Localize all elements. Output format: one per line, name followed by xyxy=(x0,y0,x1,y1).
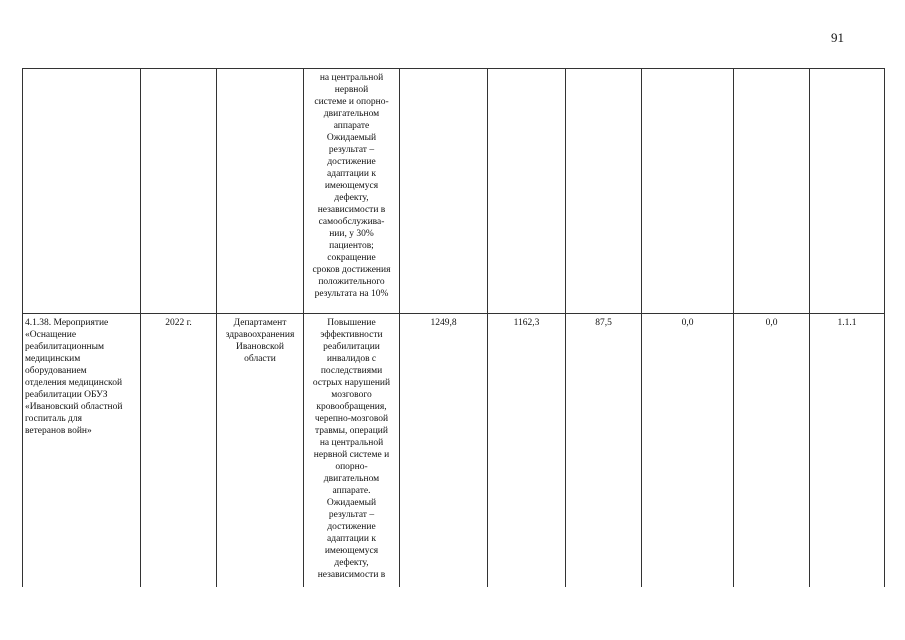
table-row-event xyxy=(23,314,885,588)
cell-description-continuation: на центральной нервной системе и опорно- двигательном аппарате Ожидаемый результат – достижение адаптации к имеющемуся дефекту, независимости в самообслужива- нии, у 30% пациентов; сокращение сроков достижения положительного результата на 10% xyxy=(304,69,400,314)
cell-value-2-empty xyxy=(488,69,566,314)
program-table xyxy=(22,68,885,587)
cell-total-empty xyxy=(400,69,488,314)
cell-value-5-empty xyxy=(734,69,810,314)
cell-code-empty xyxy=(810,69,885,314)
cell-value-3: 87,5 xyxy=(566,314,642,588)
cell-value-2: 1162,3 xyxy=(488,314,566,588)
cell-code: 1.1.1 xyxy=(810,314,885,588)
cell-value-3-empty xyxy=(566,69,642,314)
cell-year: 2022 г. xyxy=(141,314,217,588)
page-number: 91 xyxy=(831,30,844,45)
cell-description: Повышение эффективности реабилитации инвалидов с последствиями острых нарушений мозгового кровообращения, черепно-мозговой травмы, операций на центральной нервной системе и опорно- двигательном аппарате. Ожидаемый результат – достижение адаптации к имеющемуся дефекту, независимости в xyxy=(304,314,400,588)
cell-year-empty xyxy=(141,69,217,314)
cell-value-5: 0,0 xyxy=(734,314,810,588)
cell-executor-empty xyxy=(217,69,304,314)
cell-value-4-empty xyxy=(642,69,734,314)
cell-total: 1249,8 xyxy=(400,314,488,588)
cell-executor: Департамент здравоохранения Ивановской области xyxy=(217,314,304,588)
cell-event-name: 4.1.38. Мероприятие «Оснащение реабилитационным медицинским оборудованием отделения медицинской реабилитации ОБУЗ «Ивановский областной госпиталь для ветеранов войн» xyxy=(23,314,141,588)
cell-value-4: 0,0 xyxy=(642,314,734,588)
cell-name-empty xyxy=(23,69,141,314)
table-row-continuation xyxy=(23,69,885,314)
